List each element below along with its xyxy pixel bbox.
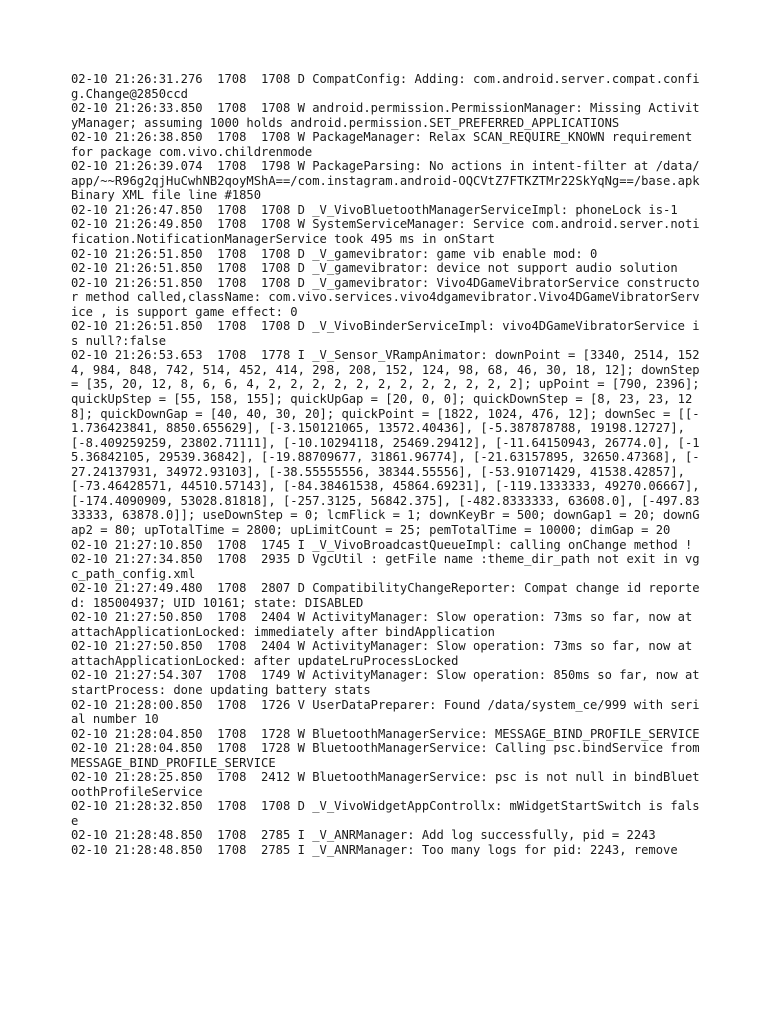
log-line: 02-10 21:28:48.850 1708 2785 I _V_ANRManager: Add log successfully, pid = 2243 [71,828,656,843]
log-line: 02-10 21:27:54.307 1708 1749 W ActivityManager: Slow operation: 850ms so far, now at startProcess: done updating battery stats [71,668,707,697]
log-line: 02-10 21:28:25.850 1708 2412 W BluetoothManagerService: psc is not null in bindBluetoothProfileService [71,770,700,799]
log-document [71,72,707,858]
log-line: 02-10 21:26:33.850 1708 1708 W android.permission.PermissionManager: Missing ActivityManager; assuming 1000 holds android.permission.SET_PREFERRED_APPLICATIONS [71,101,700,130]
log-line: 02-10 21:28:00.850 1708 1726 V UserDataPreparer: Found /data/system_ce/999 with serial number 10 [71,697,700,727]
log-line: 02-10 21:26:51.850 1708 1708 D _V_gamevibrator: Vivo4DGameVibratorService constructor method called,className: com.vivo.services.vivo4dgamevibrator.Vivo4DGameVibratorService , is support game effect: 0 [71,275,700,319]
log-line: 02-10 21:26:39.074 1708 1798 W PackageParsing: No actions in intent-filter at /data/app/~~R96g2qjHuCwhNB2qoyMShA==/com.instagram.android-OQCVtZ7FTKZTMr22SkYqNg==/base.apk Binary XML file line #1850 [71,159,707,203]
log-line: 02-10 21:28:48.850 1708 2785 I _V_ANRManager: Too many logs for pid: 2243, remove [71,842,678,857]
log-line: 02-10 21:28:04.850 1708 1728 W BluetoothManagerService: Calling psc.bindService from MESSAGE_BIND_PROFILE_SERVICE [71,741,707,770]
log-line: 02-10 21:28:32.850 1708 1708 D _V_VivoWidgetAppControllx: mWidgetStartSwitch is false [71,799,700,828]
log-line: 02-10 21:27:10.850 1708 1745 I _V_VivoBroadcastQueueImpl: calling onChange method ! [71,537,693,552]
log-line: 02-10 21:27:49.480 1708 2807 D CompatibilityChangeReporter: Compat change id reported: 185004937; UID 10161; state: DISABLED [71,581,700,610]
log-line: 02-10 21:28:04.850 1708 1728 W BluetoothManagerService: MESSAGE_BIND_PROFILE_SERVICE [71,726,700,741]
log-line: 02-10 21:26:51.850 1708 1708 D _V_VivoBinderServiceImpl: vivo4DGameVibratorService is null?:false [71,319,700,348]
log-line: 02-10 21:26:47.850 1708 1708 D _V_VivoBluetoothManagerServiceImpl: phoneLock is-1 [71,202,678,217]
log-line: 02-10 21:26:51.850 1708 1708 D _V_gamevibrator: device not support audio solution [71,261,678,276]
log-line: 02-10 21:27:50.850 1708 2404 W ActivityManager: Slow operation: 73ms so far, now at attachApplicationLocked: immediately after bindApplication [71,610,700,639]
log-line: 02-10 21:26:53.653 1708 1778 I _V_Sensor_VRampAnimator: downPoint = [3340, 2514, 1524, 984, 848, 742, 514, 452, 414, 298, 208, 152, 124, 98, 68, 46, 30, 18, 12]; downStep = [35, 20, 12, 8, 6, 6, 4, 2, 2, 2, 2, 2, 2, 2, 2, 2, 2, 2, 2]; upPoint = [790, 2396]; quickUpStep = [55, 158, 155]; quickUpGap = [20, 0, 0]; quickDownStep = [8, 23, 23, 128]; quickDownGap = [40, 40, 30, 20]; quickPoint = [1822, 1024, 476, 12]; downSec = [[-1.736423841, 8850.655629], [-3.150121065, 13572.40436], [-5.387878788, 19198.12727], [-8.409259259, 23802.71111], [-10.10294118, 25469.29412], [-11.64150943, 26774.0], [-15.36842105, 29539.36842], [-19.88709677, 31861.96774], [-21.63157895, 32650.47368], [-27.24137931, 34972.93103], [-38.55555556, 38344.55556], [-53.91071429, 41538.42857], [-73.46428571, 44510.57143], [-84.38461538, 45864.69231], [-119.1333333, 49270.06667], [-174.4090909, 53028.81818], [-257.3125, 56842.375], [-482.8333333, 63608.0], [-497.8333333, 63878.0]]; useDownStep = 0; lcmFlick = 1; downKeyBr = 500; downGap1 = 20; downGap2 = 80; upTotalTime = 2800; upLimitCount = 25; pemTotalTime = 10000; dimGap = 20 [71,348,707,537]
log-line: 02-10 21:27:34.850 1708 2935 D VgcUtil : getFile name :theme_dir_path not exit in vgc_path_config.xml [71,552,700,581]
log-line: 02-10 21:26:38.850 1708 1708 W PackageManager: Relax SCAN_REQUIRE_KNOWN requirement for package com.vivo.childrenmode [71,130,700,159]
log-line: 02-10 21:27:50.850 1708 2404 W ActivityManager: Slow operation: 73ms so far, now at attachApplicationLocked: after updateLruProcessLocked [71,639,700,668]
log-line: 02-10 21:26:51.850 1708 1708 D _V_gamevibrator: game vib enable mod: 0 [71,246,598,261]
log-line: 02-10 21:26:31.276 1708 1708 D CompatConfig: Adding: com.android.server.compat.config.Change@2850ccd [71,72,700,101]
log-line: 02-10 21:26:49.850 1708 1708 W SystemServiceManager: Service com.android.server.notification.NotificationManagerService took 495 ms in onStart [71,217,700,247]
